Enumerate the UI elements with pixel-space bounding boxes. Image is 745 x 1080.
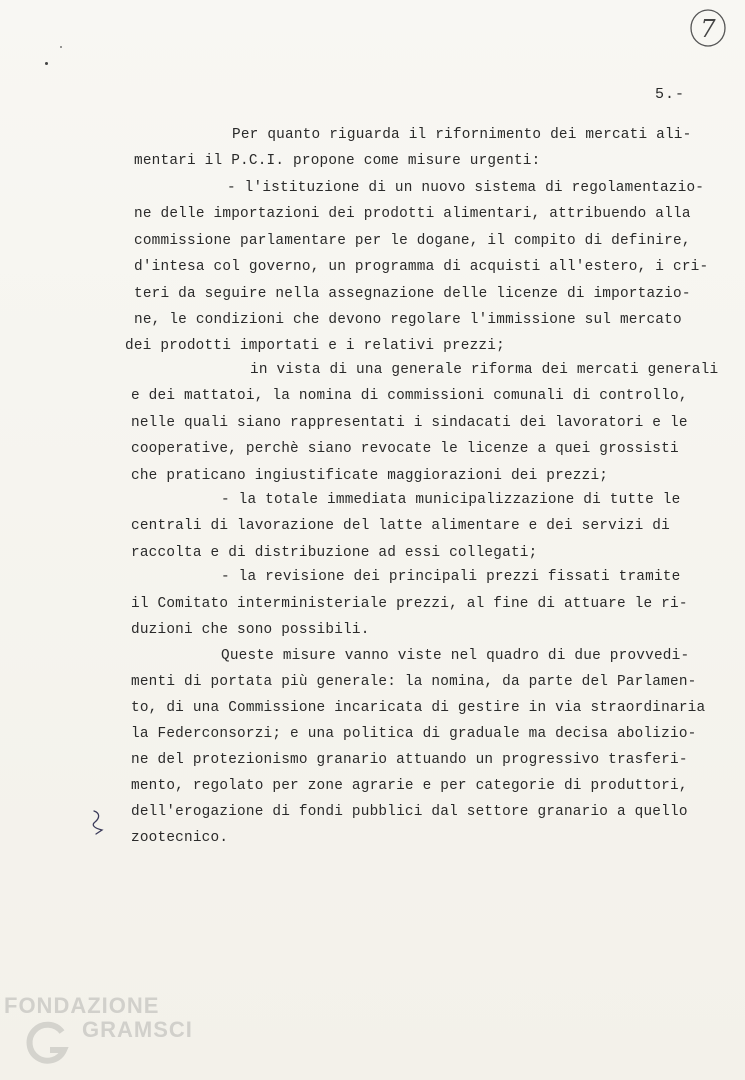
text-line: ne, le condizioni che devono regolare l'immissione sul mercato (134, 312, 682, 328)
text-line: - la totale immediata municipalizzazione di tutte le (221, 492, 681, 508)
circled-number-icon (688, 8, 728, 48)
text-line: d'intesa col governo, un programma di acquisti all'estero, i cri- (134, 259, 709, 275)
text-line: ne del protezionismo granario attuando un progressivo trasferi- (131, 752, 688, 768)
text-line: duzioni che sono possibili. (131, 622, 370, 638)
svg-text:7: 7 (700, 15, 716, 43)
watermark (4, 994, 193, 1042)
page-number: 5.- (655, 86, 686, 103)
text-line: commissione parlamentare per le dogane, il compito di definire, (134, 233, 691, 249)
watermark-line1: FONDAZIONE (4, 993, 160, 1018)
text-line: raccolta e di distribuzione ad essi collegati; (131, 545, 538, 561)
text-line: to, di una Commissione incaricata di gestire in via straordinaria (131, 700, 706, 716)
text-line: dell'erogazione di fondi pubblici dal settore granario a quello (131, 804, 688, 820)
text-line: in vista di una generale riforma dei mercati generali (250, 362, 719, 378)
text-line: teri da seguire nella assegnazione delle licenze di importazio- (134, 286, 691, 302)
text-line: che praticano ingiustificate maggiorazioni dei prezzi; (131, 468, 609, 484)
text-line: - l'istituzione di un nuovo sistema di regolamentazio- (227, 180, 705, 196)
text-line: menti di portata più generale: la nomina, da parte del Parlamen- (131, 674, 697, 690)
text-line: mentari il P.C.I. propone come misure urgenti: (134, 153, 541, 169)
handwritten-page-number (688, 8, 728, 48)
text-line: e dei mattatoi, la nomina di commissioni comunali di controllo, (131, 388, 688, 404)
text-line: Per quanto riguarda il rifornimento dei mercati ali- (232, 127, 692, 143)
margin-pencil-mark (88, 808, 110, 836)
text-line: zootecnico. (131, 830, 229, 846)
pencil-mark-icon (88, 808, 110, 836)
text-line: mento, regolato per zone agrarie e per categorie di produttori, (131, 778, 688, 794)
text-line: cooperative, perchè siano revocate le licenze a quei grossisti (131, 441, 679, 457)
text-line: il Comitato interministeriale prezzi, al fine di attuare le ri- (131, 596, 688, 612)
text-line: - la revisione dei principali prezzi fissati tramite (221, 569, 681, 585)
text-line: Queste misure vanno viste nel quadro di due provvedi- (221, 648, 690, 664)
text-line: nelle quali siano rappresentati i sindacati dei lavoratori e le (131, 415, 688, 431)
text-line: la Federconsorzi; e una politica di graduale ma decisa abolizio- (131, 726, 697, 742)
watermark-line2: GRAMSCI (82, 1017, 193, 1042)
text-line: centrali di lavorazione del latte alimentare e dei servizi di (131, 518, 670, 534)
text-line: ne delle importazioni dei prodotti alimentari, attribuendo alla (134, 206, 691, 222)
ink-speck (60, 46, 62, 48)
text-line: dei prodotti importati e i relativi prezzi; (125, 338, 505, 354)
ink-speck (45, 62, 48, 65)
